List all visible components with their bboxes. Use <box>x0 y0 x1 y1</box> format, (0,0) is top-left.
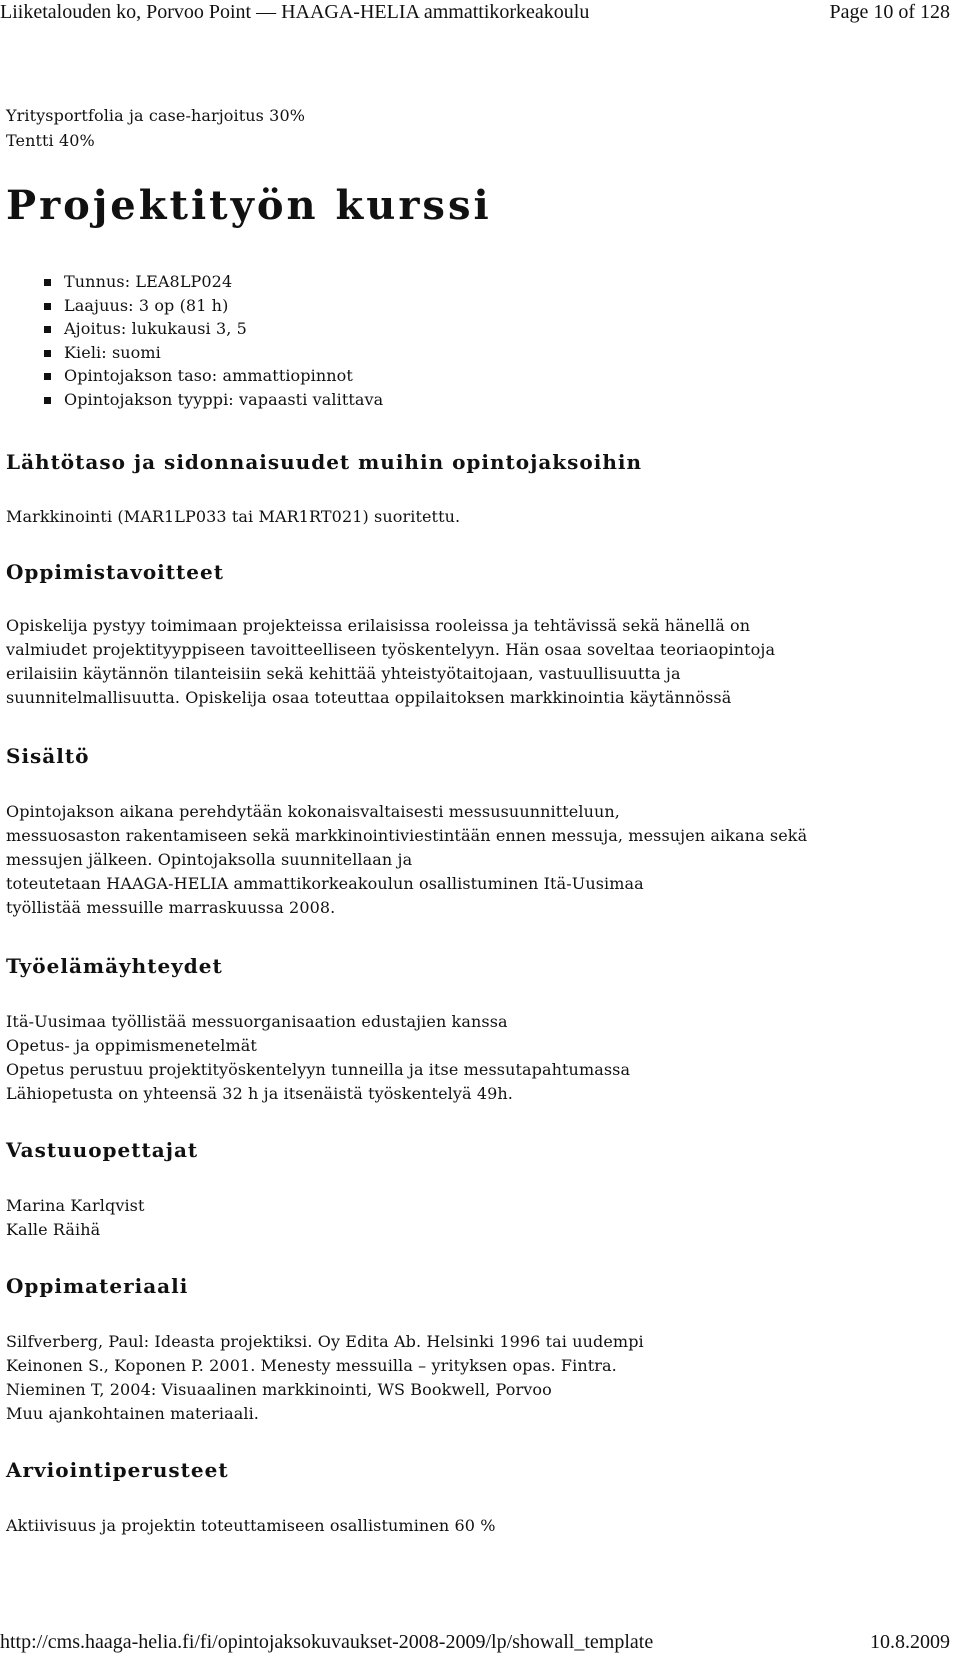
content-line: messujen jälkeen. Opintojaksolla suunnitellaan ja <box>6 850 413 869</box>
material-line: Silfverberg, Paul: Ideasta projektiksi. Oy Edita Ab. Helsinki 1996 tai uudempi <box>6 1332 644 1351</box>
prerequisites-text: Markkinointi (MAR1LP033 tai MAR1RT021) suoritettu. <box>6 507 461 526</box>
assessment-line: Aktiivisuus ja projektin toteuttamiseen osallistuminen 60 % <box>6 1516 496 1535</box>
course-title: Projektityön kurssi <box>6 182 492 229</box>
worklife-line: Opetus perustuu projektityöskentelyyn tunneilla ja itse messutapahtumassa <box>6 1060 631 1079</box>
course-info-item: Opintojakson tyyppi: vapaasti valittava <box>0 388 383 412</box>
intro-line: Tentti 40% <box>6 131 95 150</box>
content-line: Opintojakson aikana perehdytään kokonaisvaltaisesti messusuunnitteluun, <box>6 802 620 821</box>
section-heading-worklife: Työelämäyhteydet <box>6 954 223 978</box>
section-heading-prerequisites: Lähtötaso ja sidonnaisuudet muihin opintojaksoihin <box>6 450 643 474</box>
section-heading-materials: Oppimateriaali <box>6 1274 189 1298</box>
learning-goals-line: valmiudet projektityyppiseen tavoitteelliseen työskentelyyn. Hän osaa soveltaa teoriaopintoja <box>6 640 776 659</box>
content-line: toteutetaan HAAGA-HELIA ammattikorkeakoulun osallistuminen Itä-Uusimaa <box>6 874 644 893</box>
worklife-line: Itä-Uusimaa työllistää messuorganisaation edustajien kanssa <box>6 1012 508 1031</box>
section-heading-assessment: Arviointiperusteet <box>6 1458 229 1482</box>
content-line: työllistää messuille marraskuussa 2008. <box>6 898 336 917</box>
section-heading-teachers: Vastuuopettajat <box>6 1138 199 1162</box>
course-info-item: Kieli: suomi <box>0 341 383 365</box>
material-line: Keinonen S., Koponen P. 2001. Menesty messuilla – yrityksen opas. Fintra. <box>6 1356 617 1375</box>
section-heading-learning-goals: Oppimistavoitteet <box>6 560 224 584</box>
worklife-line: Opetus- ja oppimismenetelmät <box>6 1036 257 1055</box>
teacher-name: Kalle Räihä <box>6 1220 101 1239</box>
print-header-title: Liiketalouden ko, Porvoo Point — HAAGA-HELIA ammattikorkeakoulu <box>0 1 590 23</box>
material-line: Muu ajankohtainen materiaali. <box>6 1404 259 1423</box>
course-info-item: Ajoitus: lukukausi 3, 5 <box>0 317 383 341</box>
course-info-item: Tunnus: LEA8LP024 <box>0 270 383 294</box>
material-line: Nieminen T, 2004: Visuaalinen markkinointi, WS Bookwell, Porvoo <box>6 1380 552 1399</box>
course-info-list <box>0 270 383 412</box>
worklife-line: Lähiopetusta on yhteensä 32 h ja itsenäistä työskentelyä 49h. <box>6 1084 513 1103</box>
course-info-item: Opintojakson taso: ammattiopinnot <box>0 364 383 388</box>
print-header-page-number: Page 10 of 128 <box>829 1 950 23</box>
learning-goals-line: suunnitelmallisuutta. Opiskelija osaa toteuttaa oppilaitoksen markkinointia käytännössä <box>6 688 732 707</box>
teacher-name: Marina Karlqvist <box>6 1196 145 1215</box>
print-footer-url: http://cms.haaga-helia.fi/fi/opintojaksokuvaukset-2008-2009/lp/showall_template <box>0 1631 654 1653</box>
learning-goals-line: Opiskelija pystyy toimimaan projekteissa erilaisissa rooleissa ja tehtävissä sekä hänellä on <box>6 616 751 635</box>
intro-line: Yritysportfolia ja case-harjoitus 30% <box>6 106 306 125</box>
section-heading-content: Sisältö <box>6 744 90 768</box>
learning-goals-line: erilaisiin käytännön tilanteisiin sekä kehittää yhteistyötaitojaan, vastuullisuutta ja <box>6 664 681 683</box>
content-line: messuosaston rakentamiseen sekä markkinointiviestintään ennen messuja, messujen aikana sekä <box>6 826 808 845</box>
print-footer-date: 10.8.2009 <box>870 1631 950 1653</box>
course-info-item: Laajuus: 3 op (81 h) <box>0 294 383 318</box>
